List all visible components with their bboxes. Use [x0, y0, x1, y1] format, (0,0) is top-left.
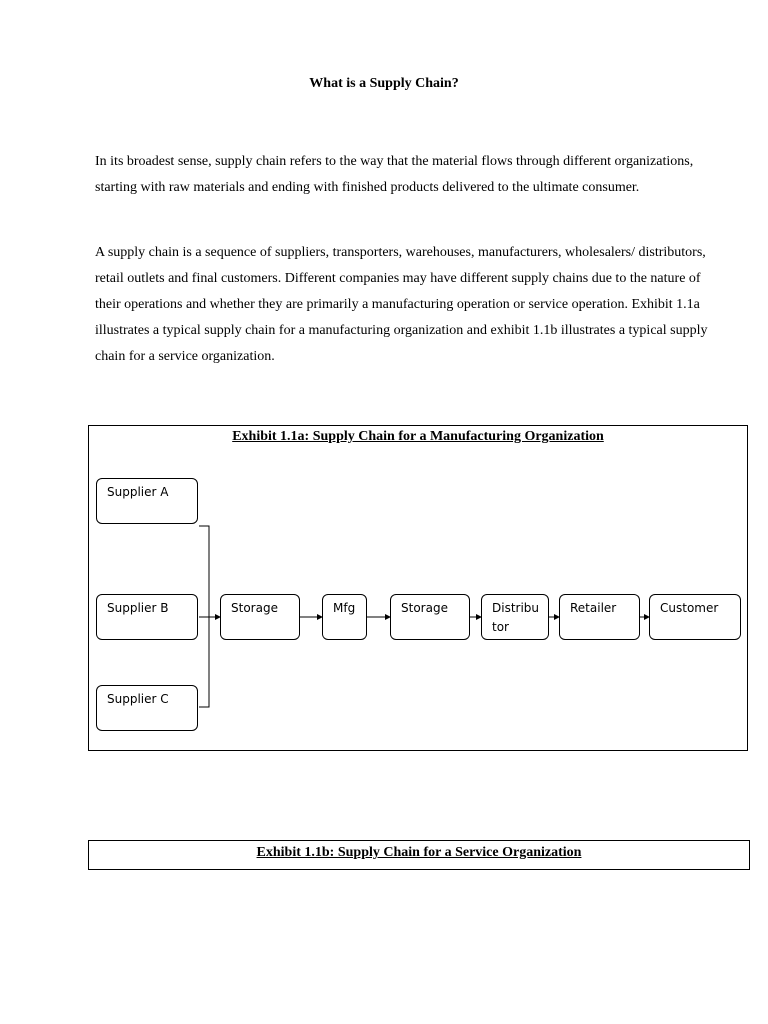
exhibit-b-title: Exhibit 1.1b: Supply Chain for a Service Organization [256, 845, 582, 860]
page-title: What is a Supply Chain? [309, 76, 459, 91]
intro-paragraph: In its broadest sense, supply chain refers to the way that the material flows through different organizations, starting with raw materials and ending with finished products delivered to the ultimate consumer. [95, 154, 694, 195]
node-storage-outbound: Storage [390, 594, 470, 640]
node-supplier-a: Supplier A [96, 478, 198, 524]
node-storage-inbound: Storage [220, 594, 300, 640]
exhibit-manufacturing-box [88, 425, 748, 751]
exhibit-a-title: Exhibit 1.1a: Supply Chain for a Manufacturing Organization [232, 429, 604, 444]
node-supplier-b: Supplier B [96, 594, 198, 640]
node-supplier-c: Supplier C [96, 685, 198, 731]
exhibit-service-box [88, 840, 750, 870]
definition-paragraph: A supply chain is a sequence of suppliers, transporters, warehouses, manufacturers, wholesalers/ distributors, retail outlets and final customers. Different companies may have different supply chains due to the nature of their operations and whether they are primarily a manufacturing operation or service operation. Exhibit 1.1a illustrates a typical supply chain for a manufacturing organization and exhibit 1.1b illustrates a typical supply chain for a service organization. [95, 245, 708, 364]
node-mfg: Mfg [322, 594, 367, 640]
node-customer: Customer [649, 594, 741, 640]
node-distributor: Distribu tor [481, 594, 549, 640]
node-retailer: Retailer [559, 594, 640, 640]
